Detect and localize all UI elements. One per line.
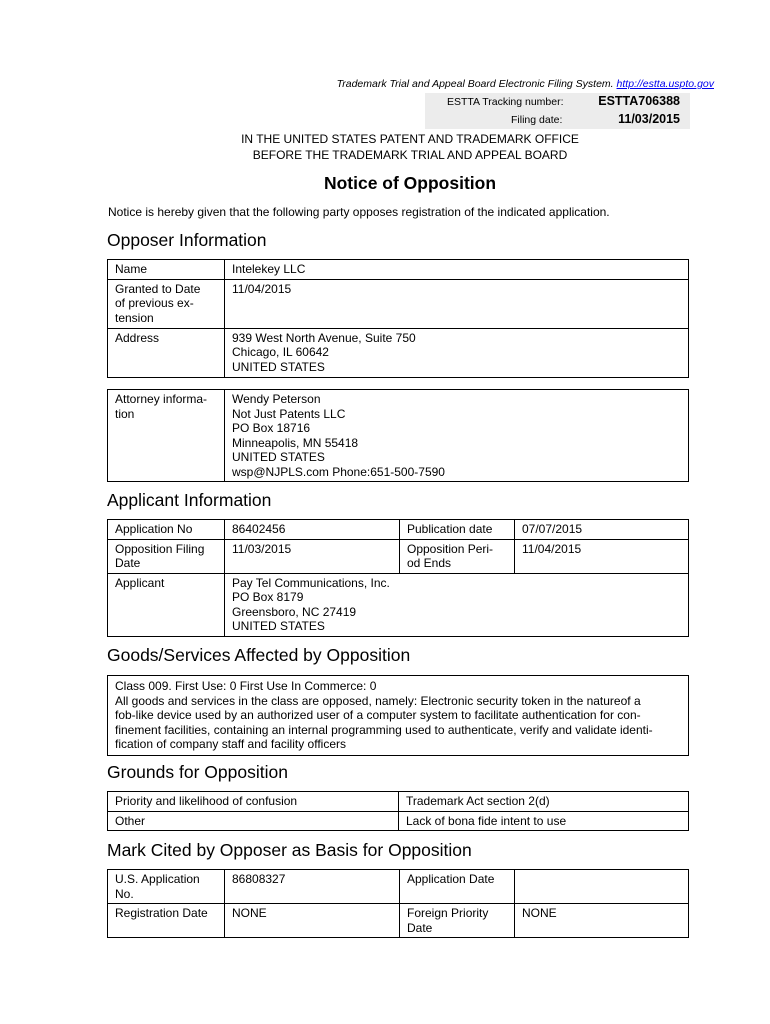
system-header bbox=[300, 78, 714, 90]
opp-filing-label-line: Opposition Filing bbox=[115, 541, 205, 556]
table-row bbox=[108, 328, 689, 377]
table-row bbox=[108, 520, 689, 540]
table-row bbox=[108, 870, 689, 904]
office-line-2: BEFORE THE TRADEMARK TRIAL AND APPEAL BOARD bbox=[252, 148, 568, 162]
us-app-label-line: No. bbox=[115, 886, 134, 901]
applicant-line: UNITED STATES bbox=[232, 619, 325, 633]
pub-date-value: 07/07/2015 bbox=[515, 520, 689, 540]
foreign-priority-value: NONE bbox=[515, 904, 689, 938]
table-row bbox=[108, 573, 689, 636]
app-no-value: 86402456 bbox=[225, 520, 400, 540]
intro-text: Notice is hereby given that the following party opposes registration of the indicated application. bbox=[108, 205, 610, 219]
applicant-line: Pay Tel Communications, Inc. bbox=[232, 575, 390, 590]
mark-heading: Mark Cited by Opposer as Basis for Opposition bbox=[107, 840, 472, 860]
foreign-label-line: Date bbox=[407, 920, 433, 935]
attorney-label-line: tion bbox=[115, 406, 135, 421]
granted-label-line: tension bbox=[115, 310, 154, 325]
mark-table bbox=[107, 869, 689, 938]
opp-filing-label bbox=[108, 539, 225, 573]
table-row bbox=[108, 792, 689, 812]
name-value: Intelekey LLC bbox=[225, 260, 689, 280]
opp-period-label-line: Opposition Peri- bbox=[407, 541, 494, 556]
opp-period-label-line: od Ends bbox=[407, 556, 452, 570]
attorney-line: UNITED STATES bbox=[232, 450, 325, 464]
table-row bbox=[108, 539, 689, 573]
ground-cell: Other bbox=[108, 811, 399, 831]
attorney-line: Wendy Peterson bbox=[232, 392, 321, 406]
attorney-line: Minneapolis, MN 55418 bbox=[232, 435, 359, 450]
filing-date-label: Filing date: bbox=[511, 114, 563, 126]
table-row bbox=[108, 260, 689, 280]
foreign-priority-label bbox=[400, 904, 515, 938]
name-label: Name bbox=[108, 260, 225, 280]
applicant-value bbox=[225, 573, 689, 636]
goods-line: finement facilities, containing an internal programming used to authenticate, verify and validate identi- bbox=[115, 722, 653, 737]
opposer-table bbox=[107, 259, 689, 378]
ground-cell: Priority and likelihood of confusion bbox=[108, 792, 399, 812]
tracking-number: ESTTA706388 bbox=[598, 94, 680, 108]
goods-line: All goods and services in the class are opposed, namely: Electronic security token in the natureof a bbox=[115, 693, 641, 708]
granted-label-line: of previous ex- bbox=[115, 296, 194, 310]
tracking-label: ESTTA Tracking number: bbox=[447, 96, 564, 108]
address-label: Address bbox=[108, 328, 225, 377]
app-date-label: Application Date bbox=[400, 870, 515, 904]
reg-date-label: Registration Date bbox=[108, 904, 225, 938]
applicant-line: Greensboro, NC 27419 bbox=[232, 604, 357, 619]
app-no-label: Application No bbox=[108, 520, 225, 540]
foreign-label-line: Foreign Priority bbox=[407, 906, 489, 920]
estta-link[interactable]: http://estta.uspto.gov bbox=[616, 78, 714, 90]
goods-heading: Goods/Services Affected by Opposition bbox=[107, 645, 411, 665]
page-title: Notice of Opposition bbox=[323, 173, 497, 193]
grounds-heading: Grounds for Opposition bbox=[107, 762, 288, 782]
attorney-table bbox=[107, 389, 689, 482]
address-line: UNITED STATES bbox=[232, 359, 325, 374]
table-row bbox=[108, 390, 689, 482]
office-line-1: IN THE UNITED STATES PATENT AND TRADEMARK OFFICE bbox=[241, 132, 579, 146]
attorney-line: wsp@NJPLS.com Phone:651-500-7590 bbox=[232, 464, 445, 479]
grounds-table bbox=[107, 791, 689, 831]
us-app-label bbox=[108, 870, 225, 904]
granted-value: 11/04/2015 bbox=[225, 279, 689, 328]
table-row bbox=[108, 904, 689, 938]
us-app-label-line: U.S. Application bbox=[115, 872, 200, 886]
filing-date-value: 11/03/2015 bbox=[618, 112, 680, 126]
attorney-line: Not Just Patents LLC bbox=[232, 406, 346, 421]
goods-line: fob-like device used by an authorized user of a computer system to facilitate authentication for con- bbox=[115, 708, 641, 722]
granted-label bbox=[108, 279, 225, 328]
opp-period-value: 11/04/2015 bbox=[515, 539, 689, 573]
opp-filing-label-line: Date bbox=[115, 556, 141, 570]
table-row bbox=[108, 279, 689, 328]
attorney-label-line: Attorney informa- bbox=[115, 392, 208, 406]
basis-cell: Trademark Act section 2(d) bbox=[399, 792, 689, 812]
basis-cell: Lack of bona fide intent to use bbox=[399, 811, 689, 831]
applicant-heading: Applicant Information bbox=[107, 490, 272, 510]
us-app-value: 86808327 bbox=[225, 870, 400, 904]
opposer-heading: Opposer Information bbox=[107, 230, 267, 250]
goods-block bbox=[107, 675, 689, 756]
attorney-label bbox=[108, 390, 225, 482]
app-date-value bbox=[515, 870, 689, 904]
address-line: 939 West North Avenue, Suite 750 bbox=[232, 330, 416, 345]
attorney-line: PO Box 18716 bbox=[232, 421, 311, 435]
address-line: Chicago, IL 60642 bbox=[232, 345, 329, 359]
applicant-label: Applicant bbox=[108, 573, 225, 636]
pub-date-label: Publication date bbox=[400, 520, 515, 540]
filing-date-row bbox=[425, 111, 690, 129]
granted-label-line: Granted to Date bbox=[115, 281, 201, 296]
reg-date-value: NONE bbox=[225, 904, 400, 938]
system-header-text: Trademark Trial and Appeal Board Electronic Filing System. bbox=[336, 78, 614, 90]
goods-line: fication of company staff and facility officers bbox=[115, 737, 347, 751]
applicant-line: PO Box 8179 bbox=[232, 590, 304, 604]
opp-period-label bbox=[400, 539, 515, 573]
goods-line: Class 009. First Use: 0 First Use In Commerce: 0 bbox=[115, 679, 377, 693]
opp-filing-value: 11/03/2015 bbox=[225, 539, 400, 573]
applicant-table bbox=[107, 519, 689, 637]
address-value bbox=[225, 328, 689, 377]
table-row bbox=[108, 811, 689, 831]
attorney-value bbox=[225, 390, 689, 482]
tracking-row bbox=[425, 93, 690, 111]
